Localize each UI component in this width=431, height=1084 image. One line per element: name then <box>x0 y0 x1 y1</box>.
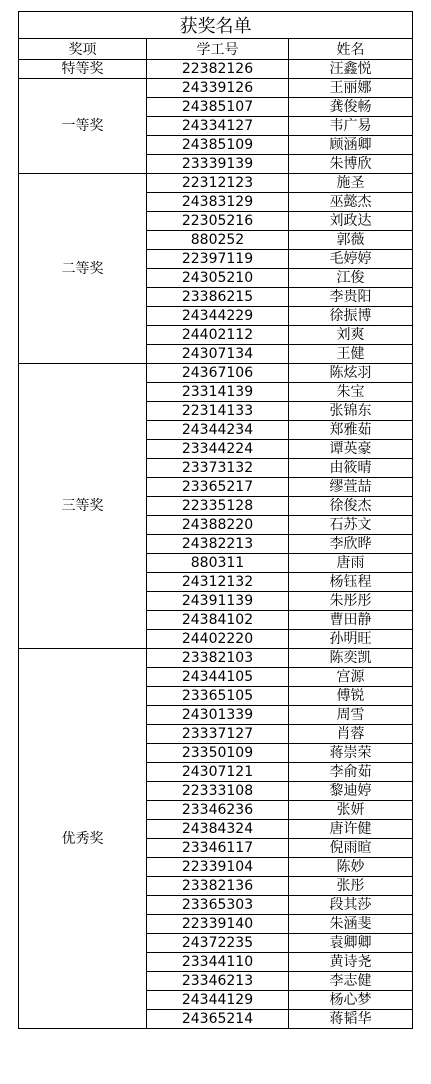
table-row <box>19 649 413 668</box>
student-id-cell: 24344129 <box>147 991 289 1010</box>
student-id-cell: 23382103 <box>147 649 289 668</box>
student-name-cell: 巫懿杰 <box>289 193 413 212</box>
table-row <box>19 60 413 79</box>
student-name-cell: 朱宝 <box>289 383 413 402</box>
student-id-cell: 24385109 <box>147 136 289 155</box>
student-name-cell: 顾涵卿 <box>289 136 413 155</box>
student-id-cell: 24384102 <box>147 611 289 630</box>
student-id-cell: 23365217 <box>147 478 289 497</box>
student-name-cell: 郭薇 <box>289 231 413 250</box>
student-name-cell: 李志健 <box>289 972 413 991</box>
student-name-cell: 陈奕凯 <box>289 649 413 668</box>
student-id-cell: 24402220 <box>147 630 289 649</box>
student-id-cell: 22335128 <box>147 497 289 516</box>
student-name-cell: 陈妙 <box>289 858 413 877</box>
student-name-cell: 唐雨 <box>289 554 413 573</box>
student-name-cell: 由筱晴 <box>289 459 413 478</box>
student-name-cell: 朱涵斐 <box>289 915 413 934</box>
student-id-cell: 23382136 <box>147 877 289 896</box>
student-id-cell: 24307121 <box>147 763 289 782</box>
student-name-cell: 韦广易 <box>289 117 413 136</box>
table-row <box>19 364 413 383</box>
student-name-cell: 郑雅茹 <box>289 421 413 440</box>
student-id-cell: 24382213 <box>147 535 289 554</box>
student-name-cell: 袁卿卿 <box>289 934 413 953</box>
award-level-cell: 特等奖 <box>19 60 147 79</box>
student-name-cell: 蒋韬华 <box>289 1010 413 1029</box>
student-name-cell: 段其莎 <box>289 896 413 915</box>
student-id-cell: 22312123 <box>147 174 289 193</box>
student-name-cell: 徐俊杰 <box>289 497 413 516</box>
student-id-cell: 880252 <box>147 231 289 250</box>
student-id-cell: 23365105 <box>147 687 289 706</box>
student-name-cell: 谭英豪 <box>289 440 413 459</box>
student-id-cell: 24307134 <box>147 345 289 364</box>
student-name-cell: 朱彤彤 <box>289 592 413 611</box>
student-name-cell: 李俞茹 <box>289 763 413 782</box>
student-id-cell: 23314139 <box>147 383 289 402</box>
student-name-cell: 蒋崇荣 <box>289 744 413 763</box>
student-id-cell: 22382126 <box>147 60 289 79</box>
student-name-cell: 周雪 <box>289 706 413 725</box>
student-name-cell: 肖蓉 <box>289 725 413 744</box>
student-name-cell: 杨心梦 <box>289 991 413 1010</box>
student-name-cell: 刘爽 <box>289 326 413 345</box>
student-name-cell: 江俊 <box>289 269 413 288</box>
student-id-cell: 23339139 <box>147 155 289 174</box>
student-id-cell: 24383129 <box>147 193 289 212</box>
student-name-cell: 石苏文 <box>289 516 413 535</box>
student-name-cell: 曹田静 <box>289 611 413 630</box>
award-level-cell: 三等奖 <box>19 364 147 649</box>
student-name-cell: 倪雨暄 <box>289 839 413 858</box>
student-name-cell: 李欣晔 <box>289 535 413 554</box>
student-id-cell: 24305210 <box>147 269 289 288</box>
student-id-cell: 24312132 <box>147 573 289 592</box>
student-id-cell: 23344224 <box>147 440 289 459</box>
student-name-cell: 张妍 <box>289 801 413 820</box>
student-id-cell: 23344110 <box>147 953 289 972</box>
student-id-cell: 24384324 <box>147 820 289 839</box>
student-id-cell: 24301339 <box>147 706 289 725</box>
student-id-cell: 22333108 <box>147 782 289 801</box>
student-id-cell: 24385107 <box>147 98 289 117</box>
student-id-cell: 22339104 <box>147 858 289 877</box>
table-title: 获奖名单 <box>19 12 413 39</box>
student-name-cell: 王健 <box>289 345 413 364</box>
student-name-cell: 张彤 <box>289 877 413 896</box>
student-name-cell: 李贵阳 <box>289 288 413 307</box>
student-name-cell: 黄诗尧 <box>289 953 413 972</box>
student-id-cell: 23373132 <box>147 459 289 478</box>
student-id-cell: 24391139 <box>147 592 289 611</box>
student-id-cell: 24365214 <box>147 1010 289 1029</box>
table-row <box>19 79 413 98</box>
student-id-cell: 23346213 <box>147 972 289 991</box>
student-id-cell: 24344229 <box>147 307 289 326</box>
student-id-cell: 24344234 <box>147 421 289 440</box>
award-level-cell: 二等奖 <box>19 174 147 364</box>
header-name: 姓名 <box>289 39 413 60</box>
award-level-cell: 一等奖 <box>19 79 147 174</box>
student-id-cell: 22305216 <box>147 212 289 231</box>
student-id-cell: 22339140 <box>147 915 289 934</box>
student-id-cell: 24372235 <box>147 934 289 953</box>
student-id-cell: 24388220 <box>147 516 289 535</box>
student-name-cell: 施圣 <box>289 174 413 193</box>
student-name-cell: 杨钰程 <box>289 573 413 592</box>
student-id-cell: 880311 <box>147 554 289 573</box>
student-name-cell: 孙明旺 <box>289 630 413 649</box>
student-id-cell: 24339126 <box>147 79 289 98</box>
student-name-cell: 龚俊畅 <box>289 98 413 117</box>
student-id-cell: 23365303 <box>147 896 289 915</box>
student-id-cell: 22314133 <box>147 402 289 421</box>
student-name-cell: 王丽娜 <box>289 79 413 98</box>
student-name-cell: 唐许健 <box>289 820 413 839</box>
student-id-cell: 23346236 <box>147 801 289 820</box>
student-name-cell: 张锦东 <box>289 402 413 421</box>
student-name-cell: 黎迪婷 <box>289 782 413 801</box>
table-row <box>19 174 413 193</box>
award-list-table <box>18 11 413 1029</box>
student-name-cell: 宫源 <box>289 668 413 687</box>
student-name-cell: 刘政达 <box>289 212 413 231</box>
student-name-cell: 徐振博 <box>289 307 413 326</box>
student-id-cell: 23386215 <box>147 288 289 307</box>
header-student-id: 学工号 <box>147 39 289 60</box>
student-name-cell: 朱博欣 <box>289 155 413 174</box>
header-award: 奖项 <box>19 39 147 60</box>
student-name-cell: 汪鑫悦 <box>289 60 413 79</box>
student-id-cell: 22397119 <box>147 250 289 269</box>
student-id-cell: 23337127 <box>147 725 289 744</box>
student-name-cell: 傅锐 <box>289 687 413 706</box>
student-name-cell: 陈炫羽 <box>289 364 413 383</box>
student-name-cell: 缪萱喆 <box>289 478 413 497</box>
student-id-cell: 23346117 <box>147 839 289 858</box>
student-id-cell: 24367106 <box>147 364 289 383</box>
student-name-cell: 毛婷婷 <box>289 250 413 269</box>
student-id-cell: 24402112 <box>147 326 289 345</box>
student-id-cell: 24344105 <box>147 668 289 687</box>
student-id-cell: 24334127 <box>147 117 289 136</box>
award-level-cell: 优秀奖 <box>19 649 147 1029</box>
student-id-cell: 23350109 <box>147 744 289 763</box>
